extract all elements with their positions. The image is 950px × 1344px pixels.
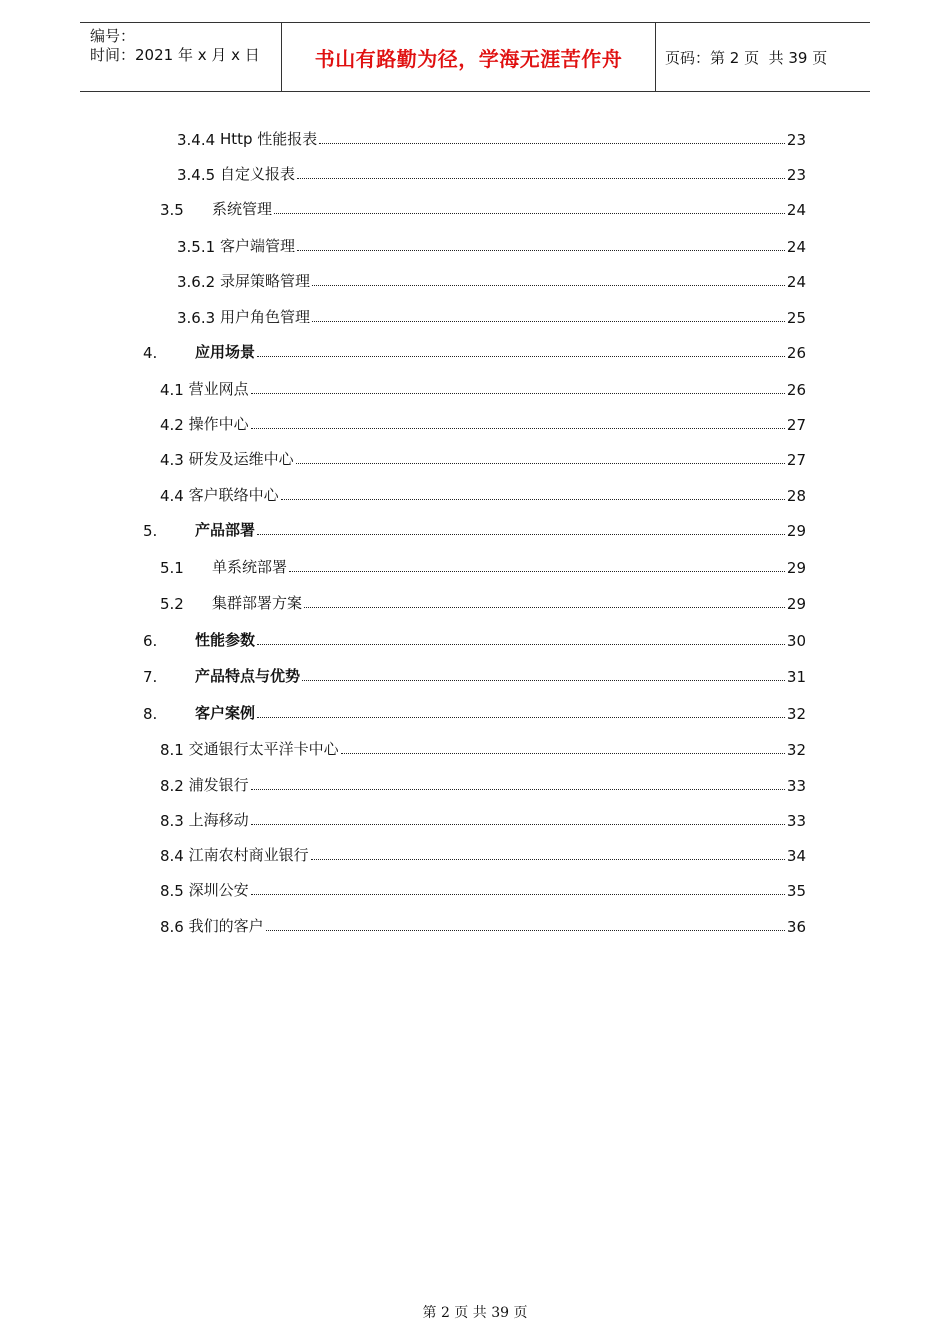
toc-dot-leader	[257, 644, 785, 645]
toc-dot-leader	[312, 285, 785, 286]
toc-entry-title: 产品部署	[195, 521, 256, 539]
toc-entry-page: 31	[786, 668, 806, 686]
toc-entry-page: 26	[786, 344, 806, 362]
toc-entry[interactable]	[160, 808, 806, 830]
toc-entry[interactable]	[177, 234, 806, 256]
header-motto: 书山有路勤为径，学海无涯苦作舟	[314, 46, 623, 71]
toc-entry[interactable]	[177, 162, 806, 184]
toc-dot-leader	[289, 571, 785, 572]
toc-entry-title: 自定义报表	[219, 165, 295, 183]
toc-entry[interactable]	[160, 843, 806, 865]
toc-entry[interactable]	[160, 773, 806, 795]
toc-entry-page: 33	[786, 777, 806, 795]
toc-entry-number: 8.4	[160, 847, 189, 865]
toc-entry-title: 深圳公安	[188, 881, 249, 899]
toc-entry-number: 3.5	[160, 201, 184, 219]
toc-dot-leader	[251, 428, 785, 429]
toc-entry-page: 32	[786, 741, 806, 759]
toc-entry-page: 29	[786, 559, 806, 577]
toc-entry-number: 4.	[143, 344, 158, 362]
toc-entry[interactable]	[160, 483, 806, 505]
toc-dot-leader	[251, 894, 785, 895]
toc-entry[interactable]	[143, 701, 806, 723]
toc-dot-leader	[257, 356, 785, 357]
toc-entry-number: 4.3	[160, 451, 189, 469]
toc-entry-number: 5.	[143, 522, 158, 540]
toc-entry-number: 8.1	[160, 741, 189, 759]
toc-entry-title: 客户联络中心	[188, 486, 279, 504]
toc-entry-page: 24	[786, 201, 806, 219]
toc-entry-number: 4.4	[160, 487, 189, 505]
toc-entry-number: 5.2	[160, 595, 184, 613]
toc-entry[interactable]	[177, 127, 806, 149]
toc-entry-page: 29	[786, 522, 806, 540]
toc-entry-title: 单系统部署	[212, 558, 288, 576]
toc-dot-leader	[274, 213, 785, 214]
toc-entry-page: 35	[786, 882, 806, 900]
toc-dot-leader	[304, 607, 785, 608]
toc-entry-number: 8.6	[160, 918, 189, 936]
toc-entry-page: 36	[786, 918, 806, 936]
toc-entry-title: 应用场景	[195, 343, 256, 361]
toc-entry[interactable]	[143, 628, 806, 650]
toc-dot-leader	[341, 753, 785, 754]
toc-entry-page: 25	[786, 309, 806, 327]
toc-entry[interactable]	[160, 878, 806, 900]
toc-entry-number: 3.6.3	[177, 309, 220, 327]
toc-entry-number: 3.6.2	[177, 273, 220, 291]
document-number-label: 编号：	[90, 27, 136, 45]
toc-dot-leader	[319, 143, 785, 144]
toc-entry-page: 32	[786, 705, 806, 723]
toc-entry-number: 6.	[143, 632, 158, 650]
toc-entry-page: 24	[786, 238, 806, 256]
toc-dot-leader	[257, 717, 785, 718]
toc-entry-number: 8.5	[160, 882, 189, 900]
toc-dot-leader	[311, 859, 785, 860]
document-date: 时间：2021 年 x 月 x 日	[90, 46, 260, 64]
toc-dot-leader	[297, 250, 785, 251]
page-header	[80, 22, 870, 92]
toc-entry-title: 上海移动	[188, 811, 249, 829]
toc-entry[interactable]	[143, 340, 806, 362]
toc-entry[interactable]	[177, 305, 806, 327]
toc-entry-title: 集群部署方案	[212, 594, 303, 612]
toc-entry-title: 录屏策略管理	[219, 272, 310, 290]
toc-entry-title: 用户角色管理	[219, 308, 310, 326]
toc-entry-page: 33	[786, 812, 806, 830]
toc-entry-page: 23	[786, 166, 806, 184]
toc-entry-page: 28	[786, 487, 806, 505]
toc-dot-leader	[251, 789, 785, 790]
toc-entry-number: 8.2	[160, 777, 189, 795]
toc-dot-leader	[297, 178, 785, 179]
toc-entry-title: 操作中心	[188, 415, 249, 433]
toc-dot-leader	[251, 824, 785, 825]
toc-entry-title: Http 性能报表	[219, 130, 318, 148]
toc-entry[interactable]	[143, 664, 806, 686]
toc-entry-title: 我们的客户	[188, 917, 264, 935]
toc-dot-leader	[312, 321, 785, 322]
toc-entry-title: 性能参数	[195, 631, 256, 649]
toc-entry-title: 客户案例	[195, 704, 256, 722]
toc-entry-page: 27	[786, 451, 806, 469]
toc-entry[interactable]	[160, 447, 806, 469]
toc-entry-page: 30	[786, 632, 806, 650]
toc-entry-number: 3.5.1	[177, 238, 220, 256]
toc-entry-title: 系统管理	[212, 200, 273, 218]
toc-dot-leader	[251, 393, 785, 394]
toc-entry-title: 营业网点	[188, 380, 249, 398]
toc-entry-page: 26	[786, 381, 806, 399]
toc-entry-number: 3.4.5	[177, 166, 220, 184]
toc-dot-leader	[257, 534, 785, 535]
toc-entry[interactable]	[160, 737, 806, 759]
toc-entry-number: 8.3	[160, 812, 189, 830]
header-meta	[90, 27, 260, 65]
toc-entry-page: 27	[786, 416, 806, 434]
toc-dot-leader	[281, 499, 785, 500]
toc-entry-number: 4.1	[160, 381, 189, 399]
toc-entry-title: 产品特点与优势	[195, 667, 301, 685]
toc-entry[interactable]	[160, 377, 806, 399]
toc-entry-page: 23	[786, 131, 806, 149]
toc-dot-leader	[266, 930, 785, 931]
toc-entry[interactable]	[160, 591, 806, 613]
toc-entry[interactable]	[160, 914, 806, 936]
toc-entry-page: 29	[786, 595, 806, 613]
toc-entry[interactable]	[143, 518, 806, 540]
toc-entry-page: 34	[786, 847, 806, 865]
toc-entry-page: 24	[786, 273, 806, 291]
toc-dot-leader	[296, 463, 785, 464]
toc-entry-number: 7.	[143, 668, 158, 686]
page-footer: 第 2 页 共 39 页	[422, 1305, 528, 1321]
toc-entry-number: 3.4.4	[177, 131, 220, 149]
toc-entry-number: 5.1	[160, 559, 184, 577]
toc-entry-title: 客户端管理	[219, 237, 295, 255]
toc-entry-title: 江南农村商业银行	[188, 846, 309, 864]
toc-dot-leader	[302, 680, 785, 681]
header-divider	[655, 23, 656, 91]
header-page-info: 页码：第 2 页 共 39 页	[665, 48, 828, 67]
toc-entry[interactable]	[160, 555, 806, 577]
toc-entry[interactable]	[160, 412, 806, 434]
toc-entry-title: 研发及运维中心	[188, 450, 294, 468]
toc-entry-number: 4.2	[160, 416, 189, 434]
toc-entry-title: 浦发银行	[188, 776, 249, 794]
toc-entry[interactable]	[160, 197, 806, 219]
toc-entry[interactable]	[177, 269, 806, 291]
toc-entry-number: 8.	[143, 705, 158, 723]
toc-entry-title: 交通银行太平洋卡中心	[188, 740, 339, 758]
